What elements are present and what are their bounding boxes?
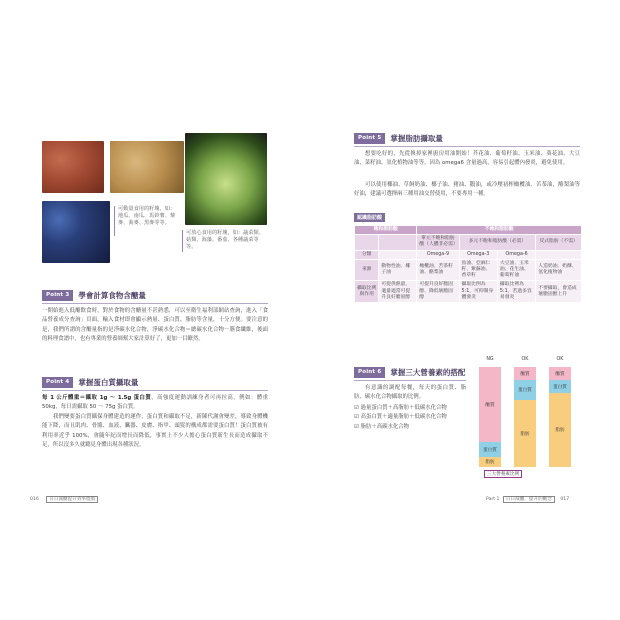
point3-rule [42, 303, 268, 304]
bar-0-segment-0: 醣質 [479, 367, 501, 442]
caption-starch: 可動量食用的籽塊，如：地瓜、南瓜、馬鈴薯、藜麥、蕎麥、黑麥等等。 [118, 206, 176, 226]
cell-src-o9: 橄欖油、苦茶籽油、酪梨油 [417, 259, 459, 281]
caption-rule-left [114, 206, 115, 236]
point6-item-2: ☑ 高蛋白質＋適量脂肪＋低碳水化合物 [354, 414, 447, 421]
point6-item-1: ☑ 過量蛋白質＋高脂肪＋低碳水化合物 [354, 405, 447, 411]
caption-vegetables: 可放心食用的籽塊，如：蔬菜類、菇類、海藻、番茄、各種蔬菜等等。 [186, 230, 264, 250]
protein-rule-bold: 每 1 公斤體重＝攝取 1g ～ 1.5g 蛋白質 [42, 395, 152, 401]
footer-left-page: 016 [30, 497, 39, 502]
bar-2-segment-2: 脂肪 [549, 393, 571, 467]
point3-header [42, 290, 146, 301]
cell-ratio-o6: 攝取比例為 5:1，若過多容易發炎 [497, 281, 535, 303]
bar-2-segment-0: 醣質 [549, 367, 571, 380]
point3-body [42, 307, 268, 344]
caption-rule-right [182, 230, 183, 252]
th-poly: 多元不飽和脂肪酸（必需） [459, 235, 536, 250]
bar-1-segment-0: 醣質 [514, 367, 536, 380]
th-unsaturated: 不飽和脂肪酸 [417, 226, 582, 235]
footer-right-title: 日日減醣．提升的觀念 [503, 496, 555, 503]
point3-text: 一開始進入低醣飲食時，對於食物的含醣量不甚熟悉，可以至衛生福利部網站查詢，進入「食品營養成分查詢」頁面，輸入食材即會顯示熱量、蛋白質、脂肪等含量，十分方便。要注意的是，我們所謂的含醣量指的是淨碳水化合物，淨碳水化合物＝總碳水化合物－膳食纖維，後面的料理食譜中，也有專業的營養師幫大家計算好了，更加一目瞭然。 [42, 308, 268, 342]
row-source: 來源 [355, 259, 379, 281]
point6-header [354, 367, 465, 378]
cell-omega9: Omega-9 [417, 250, 459, 259]
protein-rule-rest: ，高強度運動訓練身者可再拉高，例如：體重 50kg，每日需攝取 50 ～ 75g 蛋白質。 [42, 395, 268, 411]
point5-p1: 想要吃好的，先從換掉家裡廚房用油開始！芥花油、葡萄籽油、玉米油、葵花油、大豆油、菜籽油、氫化植物油等等，因為 omega6 含量過高，容易引起體內發炎，避免使用。 [354, 151, 580, 167]
point4-body: 我們變要蛋白質攝保身體建造的運作，蛋白質和攝取不足，新陳代謝會變差，導致身體機能下降，而且肌肉、骨骼、血液、臟器、皮膚、指甲、頭髮的構成都需要蛋白質！蛋白質被有利用率近乎 100%，會隨年紀而增長而降低，事實上不少人擔心蛋白質新生長而造成攝取不足，所以沒多久就聽見身體出現各種狀況。 [42, 414, 268, 448]
point3-tag: Point 3 [42, 290, 73, 301]
macronutrient-chart [476, 357, 586, 482]
cell-ratio-o3: 攝取比例為 5:1，可抑制身體發炎 [459, 281, 497, 303]
th-trans: 反式脂肪（不需） [536, 235, 582, 250]
footer-right-page: 017 [560, 497, 570, 502]
th-blank-b [379, 235, 417, 250]
row-ratio: 攝取比例與作用 [355, 281, 379, 303]
bar-status-0: NG [486, 357, 494, 362]
sweet-potato-photo [42, 141, 104, 193]
point5-tag: Point 5 [354, 133, 385, 144]
cell-ratio-o9: 可提升良好膽固醇、降低壞膽固醇 [417, 281, 459, 303]
cell-omega6: Omega-6 [497, 250, 535, 259]
point5-p2: 可以使用椰油、草飼奶油、椰子油、豬油、鵝油，或冷壓初榨橄欖油、苦茶油，酪梨油等好油，建議可選擇兩三種用油交替使用，不要專用一種。 [354, 182, 580, 198]
point6-tag: Point 6 [354, 367, 385, 378]
point6-item-3-text: 脂肪＋高碳水化合物 [360, 423, 410, 430]
cell-ratio-sat: 可提供熱量、適量適當可提升良好膽固醇 [379, 281, 417, 303]
salad-photo [185, 133, 267, 225]
cell-class-sat [379, 250, 417, 259]
cell-class-trans [536, 250, 582, 259]
cell-omega3: Omega-3 [459, 250, 497, 259]
footer-right-part: Part 1 [486, 497, 500, 502]
point3-title: 學會計算食物含醣量 [78, 291, 146, 300]
th-mono: 單元不飽和脂肪酸（人體非必需） [417, 235, 459, 250]
footer-right [486, 496, 569, 502]
cell-src-trans: 人造奶油、奶酥、氫化植物油 [536, 259, 582, 281]
row-class: 分類 [355, 250, 379, 259]
point6-title: 掌握三大營養素的搭配 [390, 368, 466, 377]
blueberry-photo [42, 201, 110, 263]
bar-0-segment-1: 蛋白質 [479, 442, 501, 457]
cell-src-sat: 動物性油、椰子油 [379, 259, 417, 281]
chart-caption: 三大營養素比例 [484, 470, 522, 478]
point4-header [42, 377, 138, 388]
point6-item-1-text: 過量蛋白質＋高脂肪＋低碳水化合物 [360, 405, 447, 411]
footer-left [30, 496, 98, 502]
point5-title: 掌握脂肪攝取量 [390, 134, 443, 143]
cell-ratio-trans: 不要攝取，會造成壞膽固醇上升 [536, 281, 582, 303]
fatty-acid-table [354, 225, 582, 303]
point5-rule [354, 146, 580, 147]
point5-header [354, 133, 443, 144]
point4-title: 掌握蛋白質攝取量 [78, 378, 139, 387]
bar-0-segment-2: 脂肪 [479, 457, 501, 467]
bar-1-segment-1: 蛋白質 [514, 380, 536, 400]
point6-list [354, 404, 472, 432]
point6-rule [354, 380, 466, 381]
potato-photo [110, 141, 184, 193]
bar-1-segment-2: 脂肪 [514, 400, 536, 467]
cell-src-o3: 魚油、亞麻仁籽、紫蘇油、香草籽 [459, 259, 497, 281]
point4-rule [42, 390, 268, 391]
point6-item-2-text: 高蛋白質＋適量脂肪＋低碳水化合物 [360, 414, 447, 421]
th-blank-a [355, 235, 379, 250]
point6-item-3: ☑ 脂肪＋高碳水化合物 [354, 423, 410, 430]
table-label: 認識脂肪酸 [354, 213, 385, 222]
footer-left-title: 日日減醣提升效率燒脂 [46, 496, 98, 503]
point4-lead [42, 394, 268, 413]
cell-src-o6: 大豆油、玉米油、花生油、葡萄籽油 [497, 259, 535, 281]
point4-tag: Point 4 [42, 377, 73, 388]
point6-p1: 有意識的調配每餐，每天的蛋白質、脂肪、碳水化合物攝取的比例。 [354, 385, 466, 401]
th-saturated: 飽和脂肪酸 [355, 226, 417, 235]
bar-2-segment-1: 蛋白質 [549, 380, 571, 393]
bar-status-1: OK [521, 357, 529, 362]
bar-status-2: OK [556, 357, 564, 362]
